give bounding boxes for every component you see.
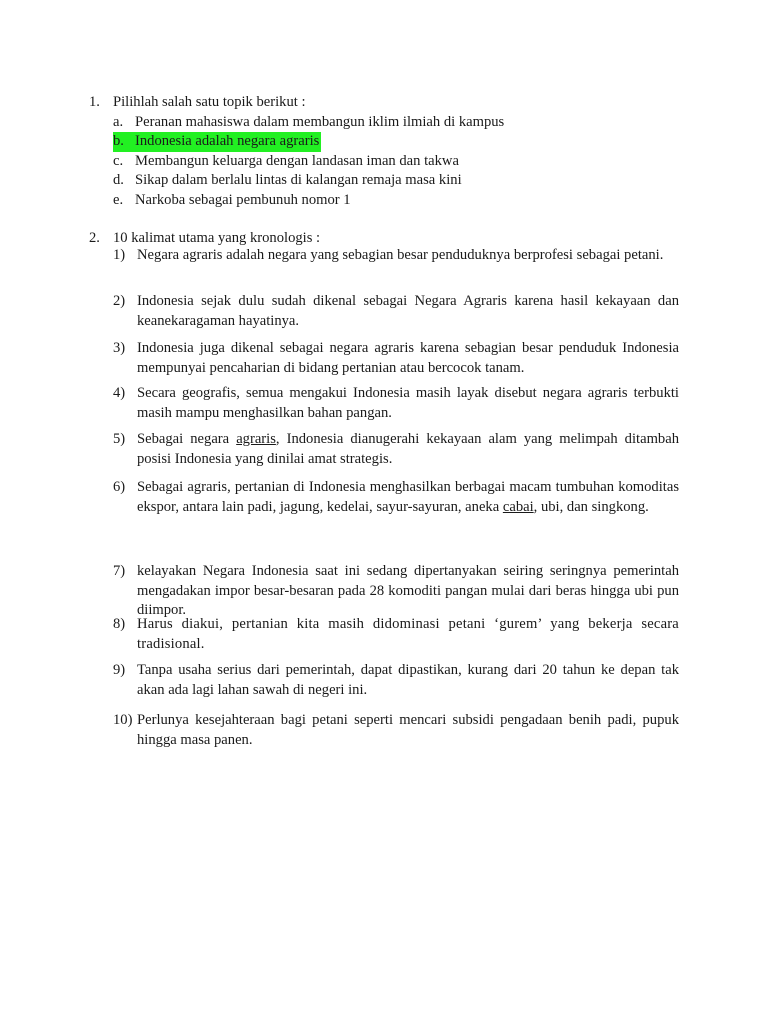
statement-number: 7) <box>113 563 126 579</box>
section-number: 1. <box>89 94 100 110</box>
statement-number: 10) <box>113 712 133 728</box>
statement-4 <box>113 384 679 423</box>
statement-text: Tanpa usaha serius dari pemerintah, dapat dipastikan, kurang dari 20 tahun ke depan tak akan ada lagi lahan sawah di negeri ini. <box>137 662 679 698</box>
option-b-highlighted <box>113 132 321 152</box>
statement-text: Secara geografis, semua mengakui Indonesia masih layak disebut negara agraris terbukti masih mampu menghasilkan bahan pangan. <box>137 385 679 421</box>
statement-number: 6) <box>113 479 126 495</box>
option-text: Indonesia adalah negara agraris <box>135 133 320 149</box>
section-topic-choice <box>89 93 679 210</box>
statement-number: 4) <box>113 385 126 401</box>
option-text: Sikap dalam berlalu lintas di kalangan remaja masa kini <box>135 172 462 188</box>
statement-9 <box>113 661 679 700</box>
option-d <box>113 171 679 191</box>
section-title: 10 kalimat utama yang kronologis : <box>113 230 321 246</box>
statement-8 <box>113 615 679 654</box>
statement-3 <box>113 339 679 378</box>
statement-6 <box>113 478 679 517</box>
option-letter: e. <box>113 191 124 208</box>
statement-number: 3) <box>113 340 126 356</box>
statement-text: kelayakan Negara Indonesia saat ini sedang dipertanyakan seiring seringnya pemerintah mengadakan impor besar-besaran pada 28 komoditi pangan mulai dari beras hingga ubi pun diimpor. <box>137 563 679 618</box>
statement-5 <box>113 430 679 469</box>
section-number: 2. <box>89 230 100 246</box>
text-segment: Sebagai negara <box>137 431 237 447</box>
statement-text <box>137 478 679 517</box>
statement-text: Indonesia sejak dulu sudah dikenal sebagai Negara Agraris karena hasil kekayaan dan keanekaragaman hayatinya. <box>137 293 679 329</box>
text-segment: Sebagai agraris, pertanian di Indonesia menghasilkan berbagai macam tumbuhan komoditas ekspor, antara lain padi, jagung, kedelai, sayur-sayuran, aneka <box>137 479 679 515</box>
section-title: Pilihlah salah satu topik berikut : <box>113 94 306 110</box>
section-heading <box>89 93 679 113</box>
option-c <box>113 152 679 172</box>
statement-number: 5) <box>113 431 126 447</box>
statement-10 <box>113 711 679 750</box>
option-a <box>113 113 679 133</box>
statement-2 <box>113 292 679 331</box>
underlined-word: agraris <box>236 431 276 447</box>
statement-number: 2) <box>113 293 126 309</box>
option-letter: c. <box>113 152 124 169</box>
statement-text: Perlunya kesejahteraan bagi petani seperti mencari subsidi pengadaan benih padi, pupuk hingga masa panen. <box>137 712 679 748</box>
statement-text <box>137 430 679 469</box>
option-e <box>113 191 679 211</box>
statement-text: Harus diakui, pertanian kita masih didominasi petani ‘gurem’ yang bekerja secara tradisional. <box>137 616 679 652</box>
option-text: Membangun keluarga dengan landasan iman dan takwa <box>135 152 459 169</box>
option-letter: d. <box>113 172 124 188</box>
section-main-sentences <box>89 229 679 769</box>
statement-1 <box>113 246 679 266</box>
text-segment: , Indonesia dianugerahi kekayaan alam yang melimpah ditambah posisi Indonesia yang dinilai amat strategis. <box>137 431 679 467</box>
topic-options <box>89 113 679 211</box>
statement-number: 1) <box>113 247 126 263</box>
text-segment: , ubi, dan singkong. <box>533 498 649 515</box>
option-b-row <box>89 132 679 152</box>
statement-number: 9) <box>113 662 126 678</box>
underlined-word: cabai <box>502 498 534 515</box>
option-letter: a. <box>113 113 124 130</box>
statement-text: Indonesia juga dikenal sebagai negara agraris karena sebagian besar penduduk Indonesia mempunyai pencaharian di bidang pertanian atau bercocok tanam. <box>137 340 679 376</box>
option-letter: b. <box>113 133 124 149</box>
option-text: Narkoba sebagai pembunuh nomor 1 <box>135 191 351 208</box>
statement-7 <box>113 562 679 621</box>
statement-number: 8) <box>113 616 126 632</box>
option-text: Peranan mahasiswa dalam membangun iklim ilmiah di kampus <box>135 113 505 130</box>
statement-text: Negara agraris adalah negara yang sebagian besar penduduknya berprofesi sebagai petani. <box>137 247 664 263</box>
